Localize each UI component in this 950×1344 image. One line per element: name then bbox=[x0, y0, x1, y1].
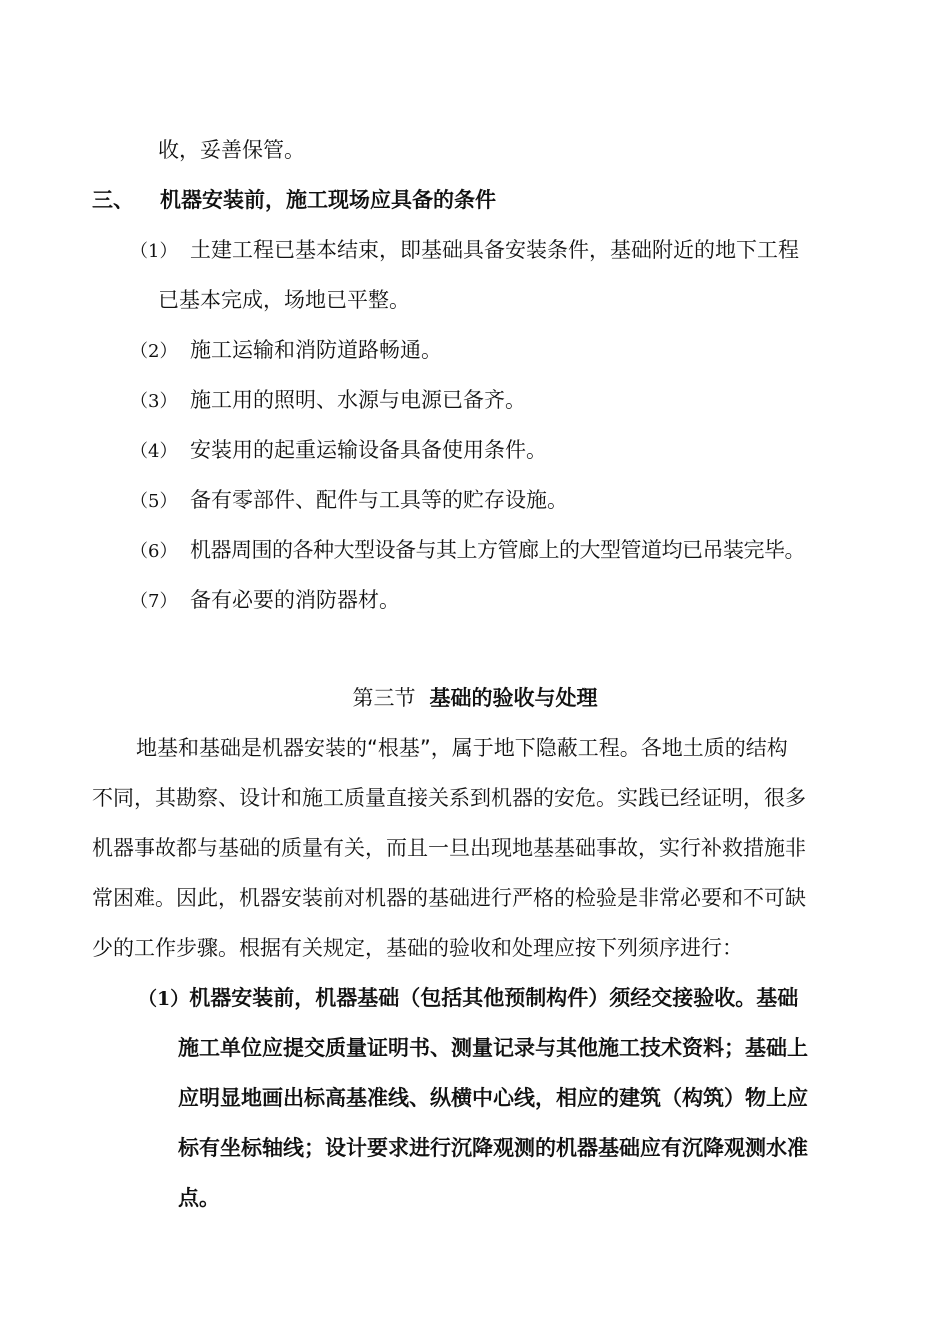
condition-text: 机器周围的各种大型设备与其上方管廊上的大型管道均已吊装完毕。 bbox=[190, 538, 805, 562]
step-number: （1） bbox=[138, 988, 190, 1010]
condition-text: 安装用的起重运输设备具备使用条件。 bbox=[190, 438, 547, 462]
step-text: 机器安装前，机器基础（包括其他预制构件）须经交接验收。基础 bbox=[189, 986, 799, 1010]
condition-item-6 bbox=[130, 535, 805, 567]
condition-text: 施工运输和消防道路畅通。 bbox=[190, 338, 442, 362]
condition-item-1-continued: 已基本完成，场地已平整。 bbox=[158, 288, 410, 312]
continued-line: 收，妥善保管。 bbox=[158, 138, 305, 162]
section-title: 机器安装前，施工现场应具备的条件 bbox=[160, 188, 496, 212]
condition-number: （1） bbox=[130, 241, 178, 262]
section-heading bbox=[92, 185, 496, 215]
condition-number: （7） bbox=[130, 591, 178, 612]
paragraph-line-4: 常困难。因此，机器安装前对机器的基础进行严格的检验是非常必要和不可缺 bbox=[92, 886, 806, 910]
step-1-line-1 bbox=[138, 983, 798, 1014]
step-1-line-4: 标有坐标轴线；设计要求进行沉降观测的机器基础应有沉降观测水准 bbox=[178, 1136, 808, 1160]
paragraph-line-2: 不同，其勘察、设计和施工质量直接关系到机器的安危。实践已经证明，很多 bbox=[92, 786, 806, 810]
condition-text: 施工用的照明、水源与电源已备齐。 bbox=[190, 388, 526, 412]
condition-item-5 bbox=[130, 485, 568, 517]
condition-number: （2） bbox=[130, 341, 178, 362]
paragraph-line-5: 少的工作步骤。根据有关规定，基础的验收和处理应按下列须序进行： bbox=[92, 936, 743, 960]
condition-item-2 bbox=[130, 335, 442, 367]
condition-number: （4） bbox=[130, 441, 178, 462]
condition-text: 土建工程已基本结束，即基础具备安装条件，基础附近的地下工程 bbox=[190, 238, 799, 262]
chapter-title: 基础的验收与处理 bbox=[429, 686, 598, 710]
condition-text: 备有必要的消防器材。 bbox=[190, 588, 400, 612]
condition-item-3 bbox=[130, 385, 526, 417]
step-1-line-3: 应明显地画出标高基准线、纵横中心线，相应的建筑（构筑）物上应 bbox=[178, 1086, 808, 1110]
step-1-line-2: 施工单位应提交质量证明书、测量记录与其他施工技术资料；基础上 bbox=[178, 1036, 808, 1060]
chapter-prefix: 第三节 bbox=[352, 686, 416, 710]
chapter-heading bbox=[0, 683, 950, 713]
condition-item-7 bbox=[130, 585, 400, 617]
paragraph-line-1: 地基和基础是机器安装的“根基”，属于地下隐蔽工程。各地土质的结构 bbox=[136, 736, 788, 760]
condition-text: 备有零部件、配件与工具等的贮存设施。 bbox=[190, 488, 568, 512]
condition-number: （3） bbox=[130, 391, 178, 412]
condition-number: （5） bbox=[130, 491, 178, 512]
step-1-line-5: 点。 bbox=[178, 1186, 220, 1210]
condition-item-1 bbox=[130, 235, 799, 267]
paragraph-line-3: 机器事故都与基础的质量有关，而且一旦出现地基基础事故，实行补救措施非 bbox=[92, 836, 806, 860]
condition-item-4 bbox=[130, 435, 547, 467]
condition-number: （6） bbox=[130, 541, 178, 562]
section-number: 三、 bbox=[92, 188, 134, 212]
